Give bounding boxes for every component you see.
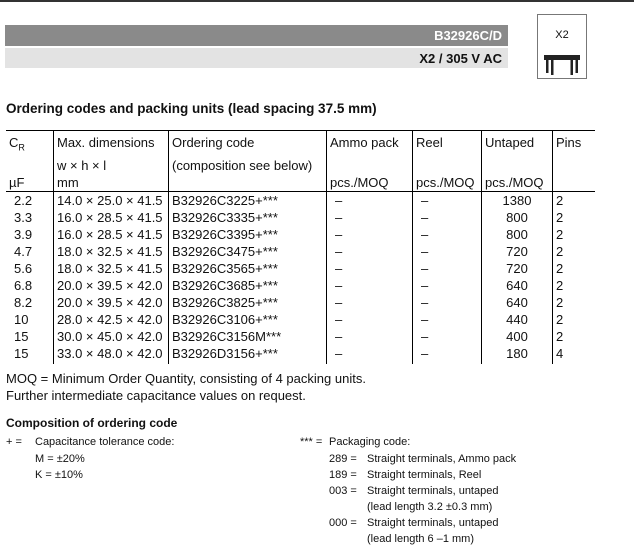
- cell-pins: 2: [553, 191, 596, 209]
- tolerance-label: Capacitance tolerance code:: [35, 436, 175, 448]
- packaging-label: Packaging code:: [329, 436, 411, 448]
- table-row: [6, 311, 595, 328]
- cell-cr: 3.3: [14, 209, 33, 225]
- header-code-2: (composition see below): [169, 157, 327, 174]
- pack-code: 000 =: [329, 517, 357, 529]
- header-dims-2: w × h × l: [54, 157, 169, 174]
- cell-cr: 4.7: [14, 243, 33, 259]
- cell-untaped: 180: [482, 345, 553, 364]
- tolerance-k: K = ±10%: [35, 469, 83, 481]
- cell-pins: 2: [553, 328, 596, 345]
- pack-desc: Straight terminals, untaped: [367, 517, 499, 529]
- cell-pins: 2: [553, 294, 596, 311]
- part-number: B32926C/D: [434, 28, 502, 43]
- unit-reel: pcs./MOQ: [413, 174, 482, 192]
- cell-reel: –: [413, 243, 482, 260]
- cell-ammo: –: [327, 277, 413, 294]
- cell-dims: 20.0 × 39.5 × 42.0: [54, 294, 169, 311]
- cell-reel: –: [413, 345, 482, 364]
- cell-pins: 2: [553, 277, 596, 294]
- pack-desc-2: (lead length 6 –1 mm): [367, 533, 474, 545]
- unit-cr: µF: [6, 174, 54, 192]
- cell-ammo: –: [327, 243, 413, 260]
- unit-untaped: pcs./MOQ: [482, 174, 553, 192]
- cell-ammo: –: [327, 311, 413, 328]
- pack-code: 189 =: [329, 469, 357, 481]
- cell-cr: 10: [14, 311, 29, 327]
- header-untaped: Untaped: [482, 131, 553, 157]
- pack-desc: Straight terminals, Ammo pack: [367, 453, 517, 465]
- cell-untaped: 720: [482, 260, 553, 277]
- table-row: [6, 345, 595, 364]
- cell-dims: 28.0 × 42.5 × 42.0: [54, 311, 169, 328]
- table-row: [6, 226, 595, 243]
- cell-pins: 2: [553, 209, 596, 226]
- component-label: X2: [555, 29, 569, 41]
- unit-ammo: pcs./MOQ: [327, 174, 413, 192]
- cell-untaped: 640: [482, 277, 553, 294]
- cell-dims: 33.0 × 48.0 × 42.0: [54, 345, 169, 364]
- cell-reel: –: [413, 311, 482, 328]
- header-code: Ordering code: [169, 131, 327, 157]
- tolerance-m: M = ±20%: [35, 453, 85, 465]
- cell-pins: 2: [553, 243, 596, 260]
- header-dims: Max. dimensions: [54, 131, 169, 157]
- table-row: [6, 191, 595, 209]
- top-rule: [0, 0, 634, 2]
- table-row: [6, 328, 595, 345]
- cell-pins: 2: [553, 226, 596, 243]
- part-number-bar: [5, 25, 508, 46]
- cell-cr: 5.6: [14, 260, 33, 276]
- cell-untaped: 640: [482, 294, 553, 311]
- cell-reel: –: [413, 277, 482, 294]
- table-row: [6, 243, 595, 260]
- cell-reel: –: [413, 328, 482, 345]
- cell-pins: 2: [553, 311, 596, 328]
- cell-reel: –: [413, 191, 482, 209]
- header-ammo: Ammo pack: [327, 131, 413, 157]
- ordering-table: [6, 130, 595, 364]
- header-reel: Reel: [413, 131, 482, 157]
- cell-reel: –: [413, 294, 482, 311]
- cell-ordering-code: B32926C3225+***: [169, 191, 327, 209]
- cell-dims: 18.0 × 32.5 × 41.5: [54, 243, 169, 260]
- header-cr-sub: R: [18, 142, 25, 153]
- cell-ordering-code: B32926C3156M***: [169, 328, 327, 345]
- cell-ammo: –: [327, 260, 413, 277]
- pack-desc: Straight terminals, Reel: [367, 469, 482, 481]
- cell-untaped: 720: [482, 243, 553, 260]
- cell-dims: 20.0 × 39.5 × 42.0: [54, 277, 169, 294]
- cell-dims: 18.0 × 32.5 × 41.5: [54, 260, 169, 277]
- cell-cr: 3.9: [14, 226, 33, 242]
- table-unit-row: [6, 174, 595, 192]
- cell-cr: 15: [14, 345, 29, 361]
- cell-cr: 15: [14, 328, 29, 344]
- unit-dims: mm: [54, 174, 169, 192]
- cell-dims: 16.0 × 28.5 × 41.5: [54, 209, 169, 226]
- header-cr-label: C: [9, 135, 19, 150]
- cell-untaped: 800: [482, 209, 553, 226]
- cell-untaped: 400: [482, 328, 553, 345]
- cell-cr: 6.8: [14, 277, 33, 293]
- table-row: [6, 209, 595, 226]
- cell-dims: 16.0 × 28.5 × 41.5: [54, 226, 169, 243]
- cell-ammo: –: [327, 209, 413, 226]
- pack-code: 289 =: [329, 453, 357, 465]
- tolerance-key: + =: [6, 436, 22, 448]
- section-title: Ordering codes and packing units (lead spacing 37.5 mm): [6, 101, 377, 116]
- table-row: [6, 294, 595, 311]
- moq-note: MOQ = Minimum Order Quantity, consisting of 4 packing units.: [6, 371, 366, 386]
- cell-ammo: –: [327, 345, 413, 364]
- cell-ordering-code: B32926C3395+***: [169, 226, 327, 243]
- cell-reel: –: [413, 226, 482, 243]
- cell-ammo: –: [327, 191, 413, 209]
- cell-ammo: –: [327, 294, 413, 311]
- cell-dims: 14.0 × 25.0 × 41.5: [54, 191, 169, 209]
- component-symbol: [537, 14, 587, 79]
- header-cr: [6, 131, 54, 157]
- rating-bar: [5, 48, 508, 68]
- packaging-key: *** =: [300, 436, 323, 448]
- rating: X2 / 305 V AC: [419, 51, 502, 66]
- capacitor-icon: [542, 53, 582, 77]
- cell-ordering-code: B32926C3106+***: [169, 311, 327, 328]
- cell-untaped: 800: [482, 226, 553, 243]
- cell-pins: 2: [553, 260, 596, 277]
- table-header-row: [6, 131, 595, 157]
- table-header-row-2: [6, 157, 595, 174]
- cell-untaped: 440: [482, 311, 553, 328]
- cell-ordering-code: B32926C3685+***: [169, 277, 327, 294]
- cell-ammo: –: [327, 328, 413, 345]
- cell-cr: 2.2: [14, 192, 33, 208]
- cell-reel: –: [413, 260, 482, 277]
- further-note: Further intermediate capacitance values on request.: [6, 388, 306, 403]
- cell-ordering-code: B32926D3156+***: [169, 345, 327, 364]
- pack-code: 003 =: [329, 485, 357, 497]
- cell-untaped: 1380: [482, 191, 553, 209]
- table-row: [6, 260, 595, 277]
- cell-ordering-code: B32926C3825+***: [169, 294, 327, 311]
- cell-ordering-code: B32926C3475+***: [169, 243, 327, 260]
- cell-reel: –: [413, 209, 482, 226]
- header-pins: Pins: [553, 131, 596, 157]
- cell-cr: 8.2: [14, 294, 33, 310]
- composition-title: Composition of ordering code: [6, 416, 178, 430]
- pack-desc-2: (lead length 3.2 ±0.3 mm): [367, 501, 493, 513]
- pack-desc: Straight terminals, untaped: [367, 485, 499, 497]
- cell-ordering-code: B32926C3335+***: [169, 209, 327, 226]
- cell-dims: 30.0 × 45.0 × 42.0: [54, 328, 169, 345]
- cell-pins: 4: [553, 345, 596, 364]
- table-row: [6, 277, 595, 294]
- cell-ammo: –: [327, 226, 413, 243]
- table-body: [6, 191, 595, 364]
- cell-ordering-code: B32926C3565+***: [169, 260, 327, 277]
